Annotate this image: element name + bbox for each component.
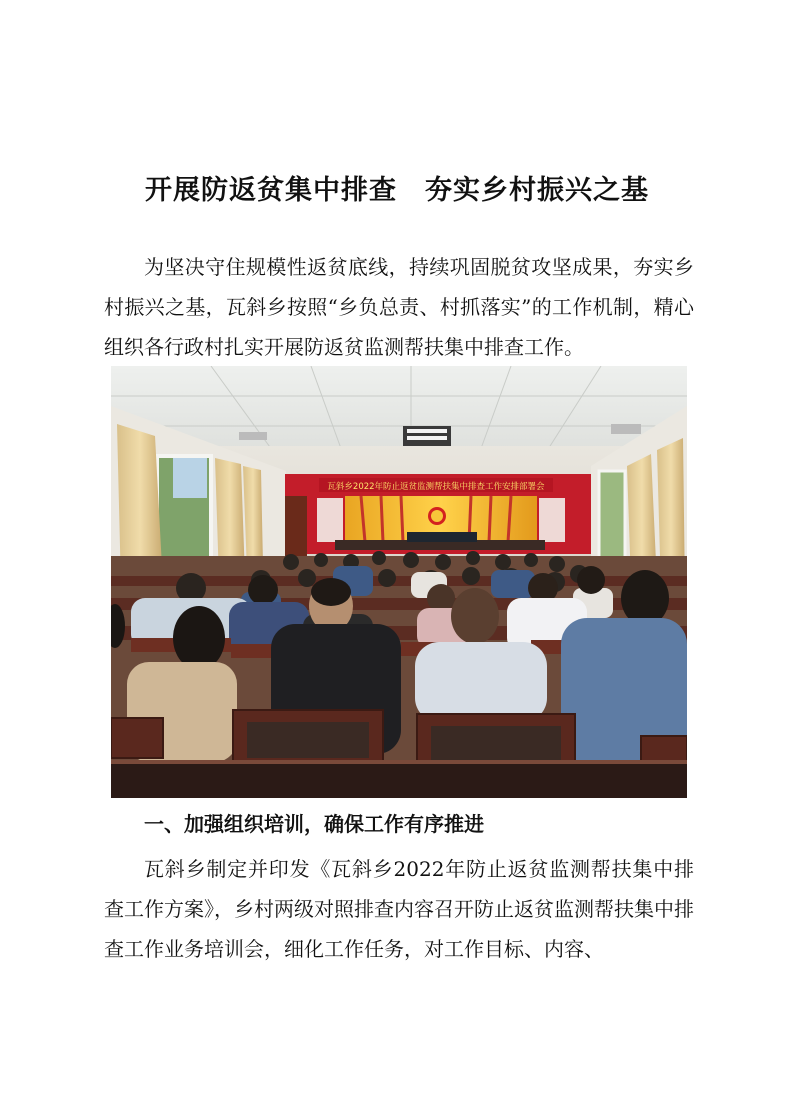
section-paragraph: 瓦斜乡制定并印发《瓦斜乡2022年防止返贫监测帮扶集中排查工作方案》，乡村两级对照排查内容召开防止返贫监测帮扶集中排查工作业务培训会，细化工作任务，对工作目标、内容、 <box>104 857 694 961</box>
meeting-photo <box>111 366 687 798</box>
document-title: 开展防返贫集中排查 夯实乡村振兴之基 <box>145 175 649 206</box>
banner-text: 瓦斜乡2022年防止返贫监测帮扶集中排查工作安排部署会 <box>327 482 545 492</box>
section-heading: 一、加强组织培训，确保工作有序推进 <box>144 812 484 836</box>
meeting-photo-illustration <box>111 366 687 798</box>
intro-paragraph: 为坚决守住规模性返贫底线，持续巩固脱贫攻坚成果，夯实乡村振兴之基，瓦斜乡按照“乡负总责、村抓落实”的工作机制，精心组织各行政村扎实开展防返贫监测帮扶集中排查工作。 <box>104 255 694 359</box>
